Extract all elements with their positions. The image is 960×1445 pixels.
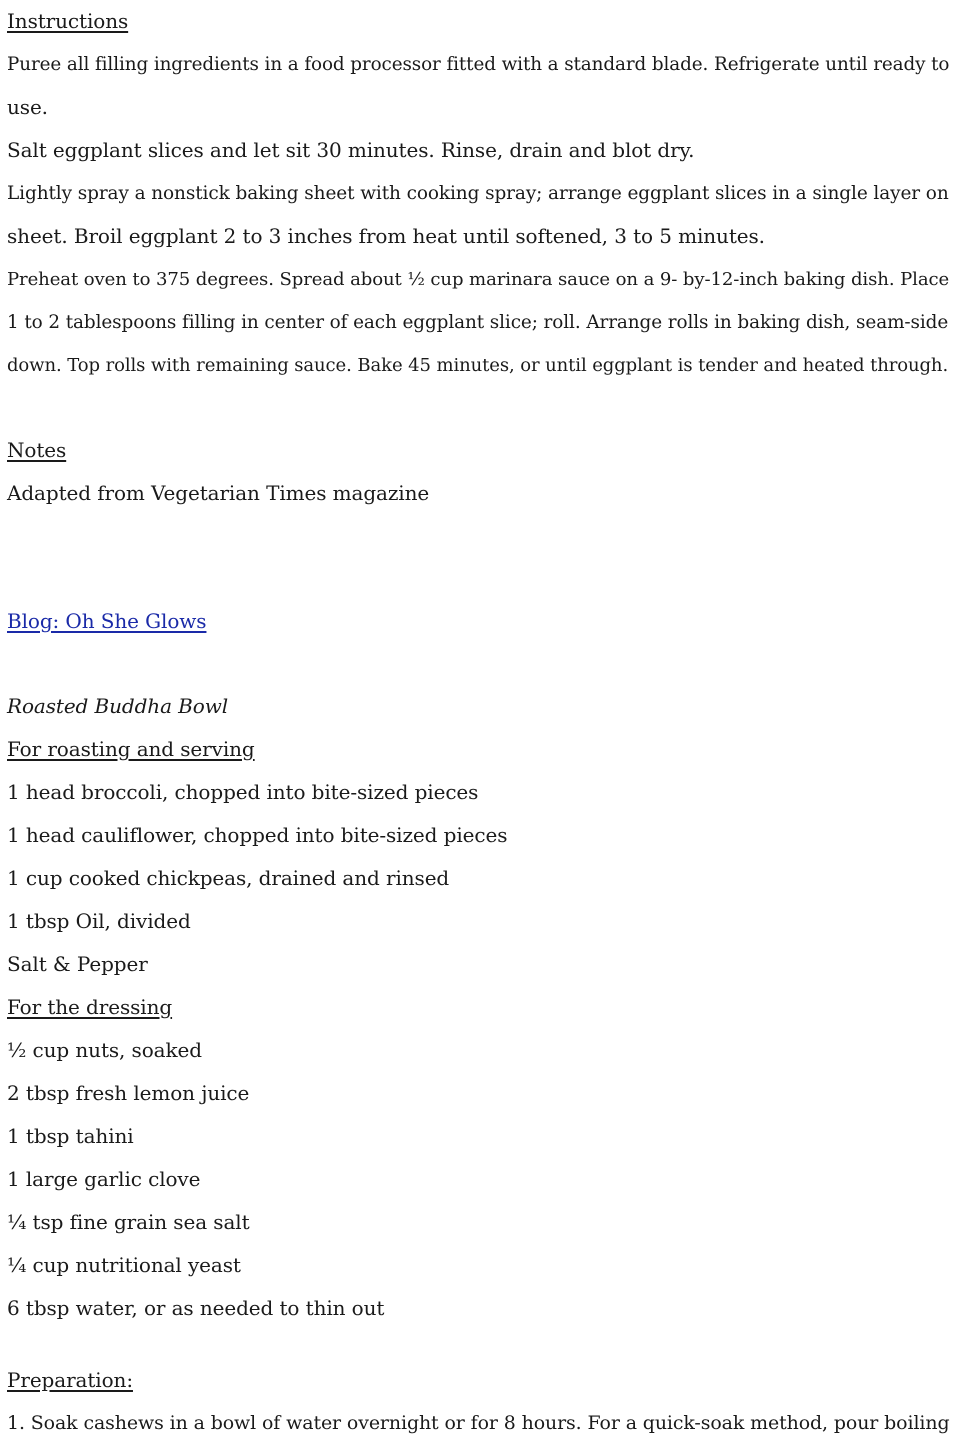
ingredient-item: 2 tbsp fresh lemon juice <box>7 1081 250 1105</box>
preparation-step: 1. Soak cashews in a bowl of water overnight or for 8 hours. For a quick-soak method, pour boiling <box>7 1412 950 1434</box>
instructions-line: Puree all filling ingredients in a food processor fitted with a standard blade. Refrigerate until ready to <box>7 54 950 75</box>
ingredient-item: 1 cup cooked chickpeas, drained and rinsed <box>7 866 450 890</box>
document-page <box>7 0 955 1445</box>
instructions-line: 1 to 2 tablespoons filling in center of each eggplant slice; roll. Arrange rolls in baking dish, seam-side <box>7 312 949 333</box>
instructions-heading: Instructions <box>7 9 129 33</box>
preparation-heading: Preparation: <box>7 1368 133 1392</box>
ingredient-item: 6 tbsp water, or as needed to thin out <box>7 1296 385 1320</box>
ingredient-item: 1 head cauliflower, chopped into bite-sized pieces <box>7 823 508 847</box>
ingredient-item: 1 large garlic clove <box>7 1167 201 1191</box>
instructions-line: Lightly spray a nonstick baking sheet with cooking spray; arrange eggplant slices in a single layer on <box>7 183 949 204</box>
ingredient-item: 1 tbsp tahini <box>7 1124 134 1148</box>
notes-text: Adapted from Vegetarian Times magazine <box>7 481 430 505</box>
ingredient-item: ¼ tsp fine grain sea salt <box>7 1210 250 1234</box>
roasting-heading: For roasting and serving <box>7 737 255 761</box>
spacer <box>7 515 955 600</box>
ingredient-item: Salt & Pepper <box>7 952 148 976</box>
blog-link[interactable]: Blog: Oh She Glows <box>7 609 207 633</box>
instructions-line: Salt eggplant slices and let sit 30 minutes. Rinse, drain and blot dry. <box>7 138 695 162</box>
instructions-line: use. <box>7 95 48 119</box>
instructions-line: Preheat oven to 375 degrees. Spread about ½ cup marinara sauce on a 9- by-12-inch baking dish. Place <box>7 269 950 290</box>
spacer <box>7 387 955 429</box>
instructions-line: down. Top rolls with remaining sauce. Bake 45 minutes, or until eggplant is tender and heated through. <box>7 355 949 376</box>
dressing-heading: For the dressing <box>7 995 173 1019</box>
ingredient-item: 1 head broccoli, chopped into bite-sized pieces <box>7 780 479 804</box>
ingredient-item: ¼ cup nutritional yeast <box>7 1253 241 1277</box>
recipe-title: Roasted Buddha Bowl <box>7 694 229 718</box>
spacer <box>7 1330 955 1359</box>
ingredient-item: 1 tbsp Oil, divided <box>7 909 191 933</box>
notes-heading: Notes <box>7 438 67 462</box>
ingredient-item: ½ cup nuts, soaked <box>7 1038 202 1062</box>
instructions-line: sheet. Broil eggplant 2 to 3 inches from heat until softened, 3 to 5 minutes. <box>7 224 765 248</box>
spacer <box>7 643 955 685</box>
